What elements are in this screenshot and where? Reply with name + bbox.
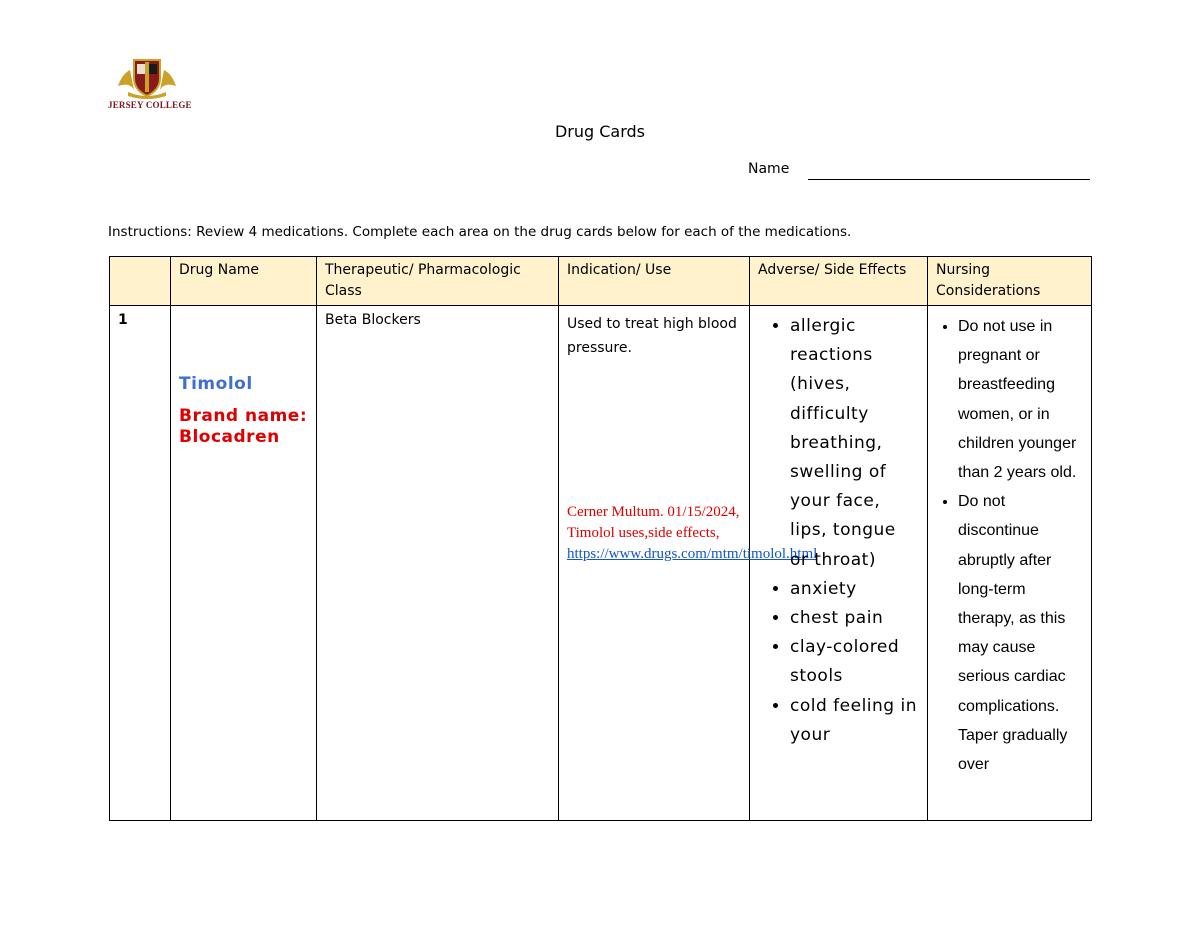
column-header-nursing: Nursing Considerations: [928, 257, 1092, 306]
list-item: • Do not use in pregnant or breastfeeding women, or in children younger than 2 years old.: [958, 312, 1083, 487]
list-item: • Do not discontinue abruptly after long-term therapy, as this may cause serious cardiac complications. Taper gradually over: [958, 487, 1083, 779]
class-cell[interactable]: [317, 306, 559, 821]
list-item: • allergic reactions (hives, difficulty breathing, swelling of your face, lips, tongue or throat): [790, 312, 919, 575]
drug-class: Beta Blockers: [325, 312, 421, 328]
table-header-row: [110, 257, 1092, 306]
column-header-number: [110, 257, 171, 306]
column-header-side-effects: Adverse/ Side Effects: [750, 257, 928, 306]
indication-text: Used to treat high blood pressure.: [567, 316, 737, 356]
row-number: 1: [118, 312, 128, 328]
side-effects-list: [758, 312, 919, 750]
list-item: • cold feeling in your: [790, 692, 919, 750]
reference-citation: [567, 502, 818, 565]
drug-name-cell[interactable]: [171, 306, 317, 821]
reference-text: Cerner Multum. 01/15/2024, Timolol uses,side effects,: [567, 504, 740, 541]
nursing-considerations-list: [936, 312, 1083, 779]
logo-wordmark: JERSEY COLLEGE: [108, 100, 192, 110]
crest-icon: [108, 56, 186, 100]
indication-cell[interactable]: [559, 306, 818, 821]
page-title: Drug Cards: [554, 122, 646, 141]
instructions-text: Instructions: Review 4 medications. Complete each area on the drug cards below for each of the medications.: [108, 224, 852, 240]
reference-link[interactable]: https://www.drugs.com/mtm/timolol.html: [567, 546, 818, 562]
drug-name: Timolol: [179, 374, 253, 394]
list-item: • anxiety: [790, 575, 919, 604]
brand-name: Brand name: Blocadren: [179, 406, 308, 447]
side-effects-cell[interactable]: [750, 306, 928, 821]
table-row: [110, 306, 1092, 821]
list-item: • chest pain: [790, 604, 919, 633]
list-item: • clay-colored stools: [790, 633, 919, 691]
column-header-class: Therapeutic/ Pharmacologic Class: [317, 257, 559, 306]
drug-card-table: [109, 256, 1092, 821]
name-label: Name: [748, 161, 790, 177]
column-header-drug-name: Drug Name: [171, 257, 317, 306]
nursing-cell[interactable]: [928, 306, 1092, 821]
row-number-cell: [110, 306, 171, 821]
name-input-line[interactable]: [808, 179, 1090, 180]
college-logo: [108, 56, 192, 116]
column-header-indication: Indication/ Use: [559, 257, 750, 306]
